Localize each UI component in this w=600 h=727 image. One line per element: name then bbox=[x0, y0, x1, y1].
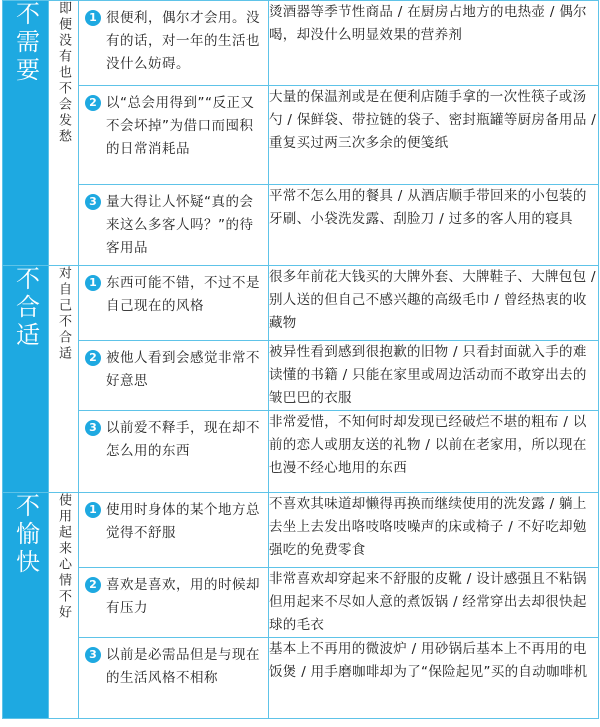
category-subtitle: 即便没有也不会发愁 bbox=[56, 1, 71, 145]
table-row bbox=[3, 341, 599, 411]
item-text: 以前是必需品但是与现在的生活风格不相称 bbox=[106, 647, 260, 686]
item-text: 以前爱不释手，现在却不怎么用的东西 bbox=[106, 420, 260, 459]
examples-text: 非常爱惜，不知何时却发现已经破烂不堪的粗布 / 以前的恋人或朋友送的礼物 / 以前在老家用，所以现在也漫不经心地用的东西 bbox=[269, 411, 599, 493]
category-cell bbox=[3, 493, 49, 719]
examples-text: 被异性看到感到很抱歉的旧物 / 只看封面就入手的难读懂的书籍 / 只能在家里或周边活动而不敢穿出去的皱巴巴的衣服 bbox=[269, 341, 599, 411]
examples-text: 非常喜欢却穿起来不舒服的皮靴 / 设计感强且不粘锅但用起来不尽如人意的煮饭锅 / 经常穿出去却很快起球的毛衣 bbox=[269, 568, 599, 638]
number-badge: 1 bbox=[85, 275, 101, 291]
number-badge: 2 bbox=[85, 95, 101, 111]
table-row bbox=[3, 411, 599, 493]
table-row bbox=[3, 568, 599, 638]
subtitle-cell bbox=[49, 493, 79, 719]
number-badge: 3 bbox=[85, 647, 101, 663]
item-text: 以“总会用得到”“反正又不会坏掉”为借口而囤积的日常消耗品 bbox=[106, 95, 255, 157]
item-text: 量大得让人怀疑“真的会来这么多客人吗？”的待客用品 bbox=[106, 194, 254, 256]
subtitle-cell bbox=[49, 266, 79, 493]
table-row bbox=[3, 1, 599, 86]
item-text: 东西可能不错，不过不是自己现在的风格 bbox=[106, 275, 260, 314]
item-text: 使用时身体的某个地方总觉得不舒服 bbox=[106, 502, 260, 541]
examples-text: 很多年前花大钱买的大牌外套、大牌鞋子、大牌包包 / 别人送的但自己不感兴趣的高级毛巾 / 曾经热衷的收藏物 bbox=[269, 266, 599, 341]
category-cell bbox=[3, 1, 49, 266]
number-badge: 2 bbox=[85, 350, 101, 366]
table-row bbox=[3, 638, 599, 719]
item-cell bbox=[79, 341, 269, 411]
table-row bbox=[3, 185, 599, 266]
examples-text: 平常不怎么用的餐具 / 从酒店顺手带回来的小包装的牙刷、小袋洗发露、刮脸刀 / 过多的客人用的寝具 bbox=[269, 185, 599, 266]
category-cell bbox=[3, 266, 49, 493]
category-title: 不愉快 bbox=[11, 493, 40, 577]
category-title: 不需要 bbox=[11, 1, 40, 85]
item-text: 被他人看到会感觉非常不好意思 bbox=[106, 350, 260, 389]
number-badge: 1 bbox=[85, 502, 101, 518]
item-cell bbox=[79, 411, 269, 493]
item-cell bbox=[79, 266, 269, 341]
examples-text: 大量的保温剂或是在便利店随手拿的一次性筷子或汤勺 / 保鲜袋、带拉链的袋子、密封瓶罐等厨房备用品 / 重复买过两三次多余的便笺纸 bbox=[269, 86, 599, 185]
table-row bbox=[3, 86, 599, 185]
examples-text: 基本上不再用的微波炉 / 用砂锅后基本上不再用的电饭煲 / 用手磨咖啡却为了“保险起见”买的自动咖啡机 bbox=[269, 638, 599, 719]
item-text: 喜欢是喜欢，用的时候却有压力 bbox=[106, 577, 260, 616]
item-text: 很便利，偶尔才会用。没有的话，对一年的生活也没什么妨碍。 bbox=[106, 10, 260, 72]
number-badge: 3 bbox=[85, 194, 101, 210]
category-title: 不合适 bbox=[11, 266, 40, 350]
category-subtitle: 使用起来心情不好 bbox=[56, 493, 71, 621]
declutter-table bbox=[2, 0, 599, 719]
item-cell bbox=[79, 86, 269, 185]
category-subtitle: 对自己不合适 bbox=[56, 266, 71, 362]
item-cell bbox=[79, 638, 269, 719]
table-row bbox=[3, 493, 599, 568]
item-cell bbox=[79, 185, 269, 266]
item-cell bbox=[79, 568, 269, 638]
number-badge: 3 bbox=[85, 420, 101, 436]
examples-text: 烫酒器等季节性商品 / 在厨房占地方的电热壶 / 偶尔喝，却没什么明显效果的营养剂 bbox=[269, 1, 599, 86]
number-badge: 2 bbox=[85, 577, 101, 593]
item-cell bbox=[79, 1, 269, 86]
number-badge: 1 bbox=[85, 10, 101, 26]
item-cell bbox=[79, 493, 269, 568]
examples-text: 不喜欢其味道却懒得再换而继续使用的洗发露 / 躺上去坐上去发出咯吱咯吱噪声的床或椅子 / 不好吃却勉强吃的免费零食 bbox=[269, 493, 599, 568]
table-row bbox=[3, 266, 599, 341]
subtitle-cell bbox=[49, 1, 79, 266]
